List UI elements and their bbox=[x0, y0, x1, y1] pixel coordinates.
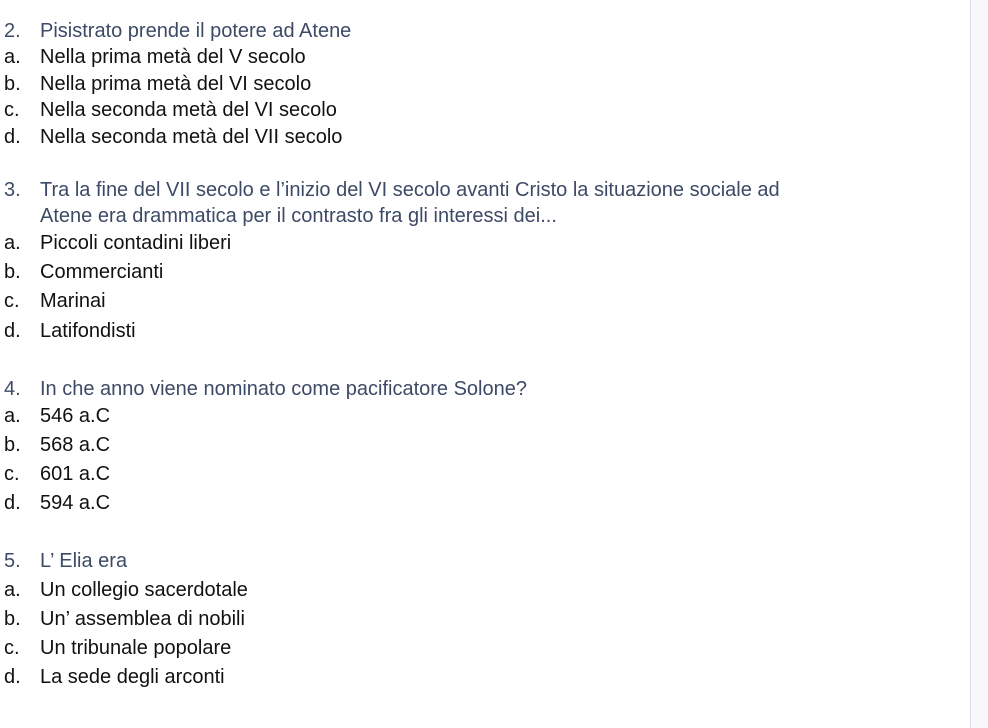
question-number: 3. bbox=[4, 179, 21, 201]
question-number: 2. bbox=[4, 20, 21, 42]
question-text: In che anno viene nominato come pacificatore Solone? bbox=[40, 378, 527, 400]
option-text: La sede degli arconti bbox=[40, 666, 225, 688]
option-letter: c. bbox=[4, 463, 20, 485]
question-text: Pisistrato prende il potere ad Atene bbox=[40, 20, 352, 42]
page-edge-divider bbox=[970, 0, 971, 728]
option-text: Un collegio sacerdotale bbox=[40, 579, 248, 601]
option-letter: c. bbox=[4, 637, 20, 659]
option-text: Un tribunale popolare bbox=[40, 637, 232, 659]
question-number: 4. bbox=[4, 378, 21, 400]
option-letter: b. bbox=[4, 261, 21, 283]
option-letter: c. bbox=[4, 290, 20, 312]
option-text: Marinai bbox=[40, 290, 106, 312]
question-text-line-2: Atene era drammatica per il contrasto fra gli interessi dei... bbox=[40, 205, 557, 227]
option-text: 594 a.C bbox=[40, 492, 111, 514]
page-margin bbox=[971, 0, 988, 728]
option-letter: a. bbox=[4, 579, 21, 601]
option-text: 568 a.C bbox=[40, 434, 111, 456]
option-letter: d. bbox=[4, 126, 21, 148]
option-letter: b. bbox=[4, 608, 21, 630]
option-text: Nella prima metà del VI secolo bbox=[40, 73, 312, 95]
option-text: Latifondisti bbox=[40, 320, 136, 342]
option-text: 546 a.C bbox=[40, 405, 111, 427]
question-number: 5. bbox=[4, 550, 21, 572]
option-letter: d. bbox=[4, 492, 21, 514]
option-letter: d. bbox=[4, 666, 21, 688]
option-letter: c. bbox=[4, 99, 20, 121]
option-letter: a. bbox=[4, 46, 21, 68]
option-text: Nella seconda metà del VI secolo bbox=[40, 99, 337, 121]
option-letter: b. bbox=[4, 434, 21, 456]
option-letter: a. bbox=[4, 232, 21, 254]
question-text-line-1: Tra la fine del VII secolo e l’inizio del VI secolo avanti Cristo la situazione sociale ad bbox=[40, 179, 780, 201]
option-text: Piccoli contadini liberi bbox=[40, 232, 232, 254]
option-letter: d. bbox=[4, 320, 21, 342]
option-text: 601 a.C bbox=[40, 463, 111, 485]
option-text: Nella seconda metà del VII secolo bbox=[40, 126, 343, 148]
question-text: L’ Elia era bbox=[40, 550, 128, 572]
option-letter: a. bbox=[4, 405, 21, 427]
option-text: Commercianti bbox=[40, 261, 164, 283]
option-text: Nella prima metà del V secolo bbox=[40, 46, 306, 68]
option-letter: b. bbox=[4, 73, 21, 95]
option-text: Un’ assemblea di nobili bbox=[40, 608, 245, 630]
